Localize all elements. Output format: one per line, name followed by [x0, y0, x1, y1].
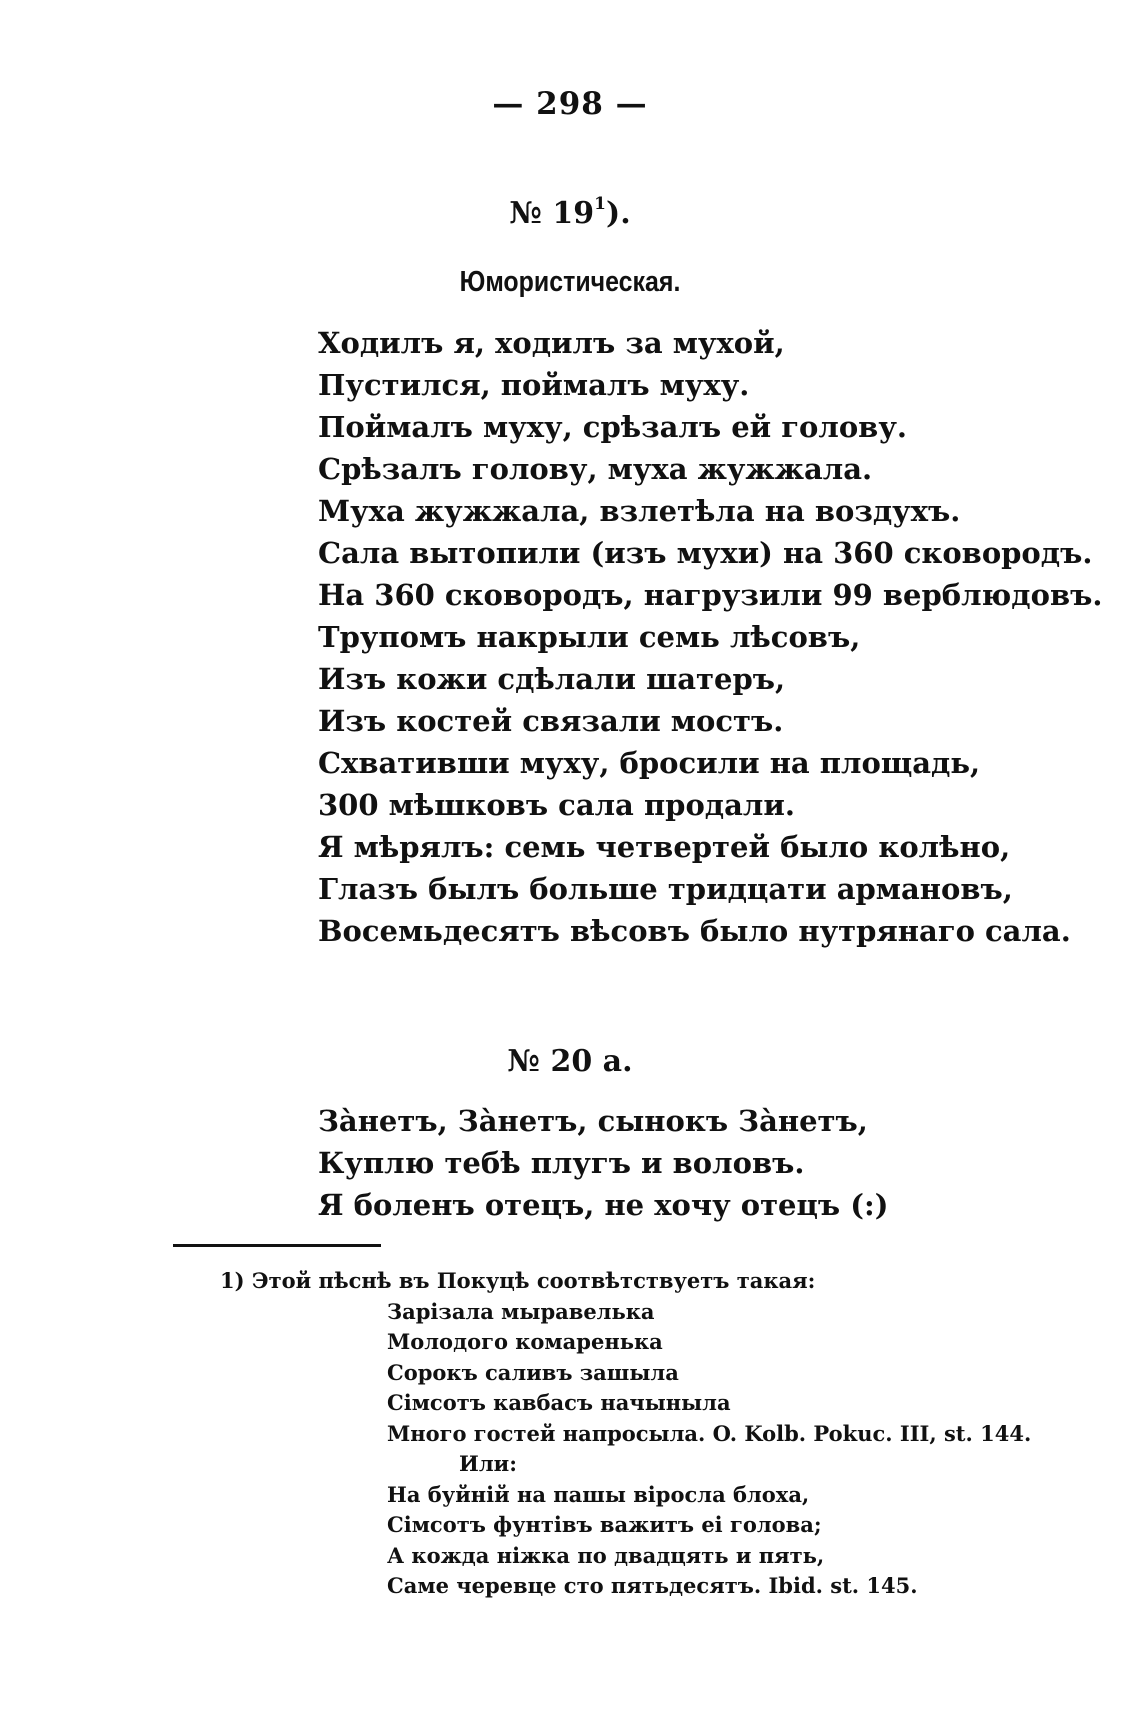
song-19-number-suffix: ). — [606, 196, 631, 231]
footnote-line-or: Или: — [459, 1451, 517, 1476]
verse-line: Восемьдесятъ вѣсовъ было нутрянаго сала. — [318, 914, 1071, 948]
footnote-reference-mark: 1 — [594, 194, 606, 214]
verse-line: Ходилъ я, ходилъ за мухой, — [318, 326, 785, 360]
verse-line: 300 мѣшковъ сала продали. — [318, 788, 795, 822]
song-19-title: Юмористическая. — [459, 266, 681, 298]
verse-line: Изъ костей связали мостъ. — [318, 704, 784, 738]
footnote-line: Молодого комаренька — [387, 1329, 663, 1354]
verse-line: Схвативши муху, бросили на площадь, — [318, 746, 981, 780]
verse-line: Поймалъ муху, срѣзалъ ей голову. — [318, 410, 907, 444]
footnote-line: Много гостей напросыла. O. Kolb. Pokuc. III, st. 144. — [387, 1420, 1032, 1446]
footnote-line: Сімсотъ фунтівъ важитъ еі голова; — [387, 1512, 822, 1537]
footnote — [220, 1266, 1031, 1602]
verse-line: На 360 сковородъ, нагрузили 99 верблюдовъ. — [318, 578, 1103, 612]
song-20a-number: № 20 а. — [507, 1044, 633, 1079]
verse-line: Изъ кожи сдѣлали шатеръ, — [318, 662, 786, 696]
footnote-line: Сорокъ саливъ зашыла — [387, 1359, 679, 1385]
song-19-verse — [318, 322, 1102, 952]
verse-line: Пустился, поймалъ муху. — [318, 368, 750, 402]
song-19-number — [0, 196, 1140, 231]
verse-line: Я мѣрялъ: семь четвертей было колѣно, — [318, 830, 1011, 864]
verse-line: Зàнетъ, Зàнетъ, сынокъ Зàнетъ, — [318, 1104, 868, 1138]
footnote-quote — [220, 1297, 1031, 1602]
footnote-intro: 1) Этой пѣснѣ въ Покуцѣ соотвѣтствуетъ такая: — [220, 1268, 816, 1293]
footnote-line: А кожда ніжка по двадцять и пять, — [387, 1542, 825, 1568]
footnote-line: На буйній на пашы віросла блоха, — [387, 1481, 810, 1507]
verse-line: Срѣзалъ голову, муха жужжала. — [318, 452, 873, 486]
footnote-line: Саме черевце сто пятьдесятъ. Ibid. st. 145. — [387, 1573, 918, 1598]
verse-line: Глазъ былъ больше тридцати армановъ, — [318, 872, 1013, 906]
song-19-number-text: № 19 — [509, 196, 595, 231]
footnote-divider — [173, 1244, 381, 1247]
footnote-line: Зарізала мыравелька — [387, 1298, 655, 1324]
song-20a-verse — [318, 1100, 888, 1226]
verse-line: Я боленъ отецъ, не хочу отецъ (:) — [318, 1188, 889, 1222]
verse-line: Сала вытопили (изъ мухи) на 360 сковородъ. — [318, 536, 1093, 570]
verse-line: Трупомъ накрыли семь лѣсовъ, — [318, 620, 861, 654]
verse-line: Муха жужжала, взлетѣла на воздухъ. — [318, 494, 961, 528]
page-number: — 298 — — [492, 86, 648, 122]
verse-line: Куплю тебѣ плугъ и воловъ. — [318, 1146, 805, 1180]
footnote-line: Сімсотъ кавбасъ начыныла — [387, 1390, 731, 1415]
